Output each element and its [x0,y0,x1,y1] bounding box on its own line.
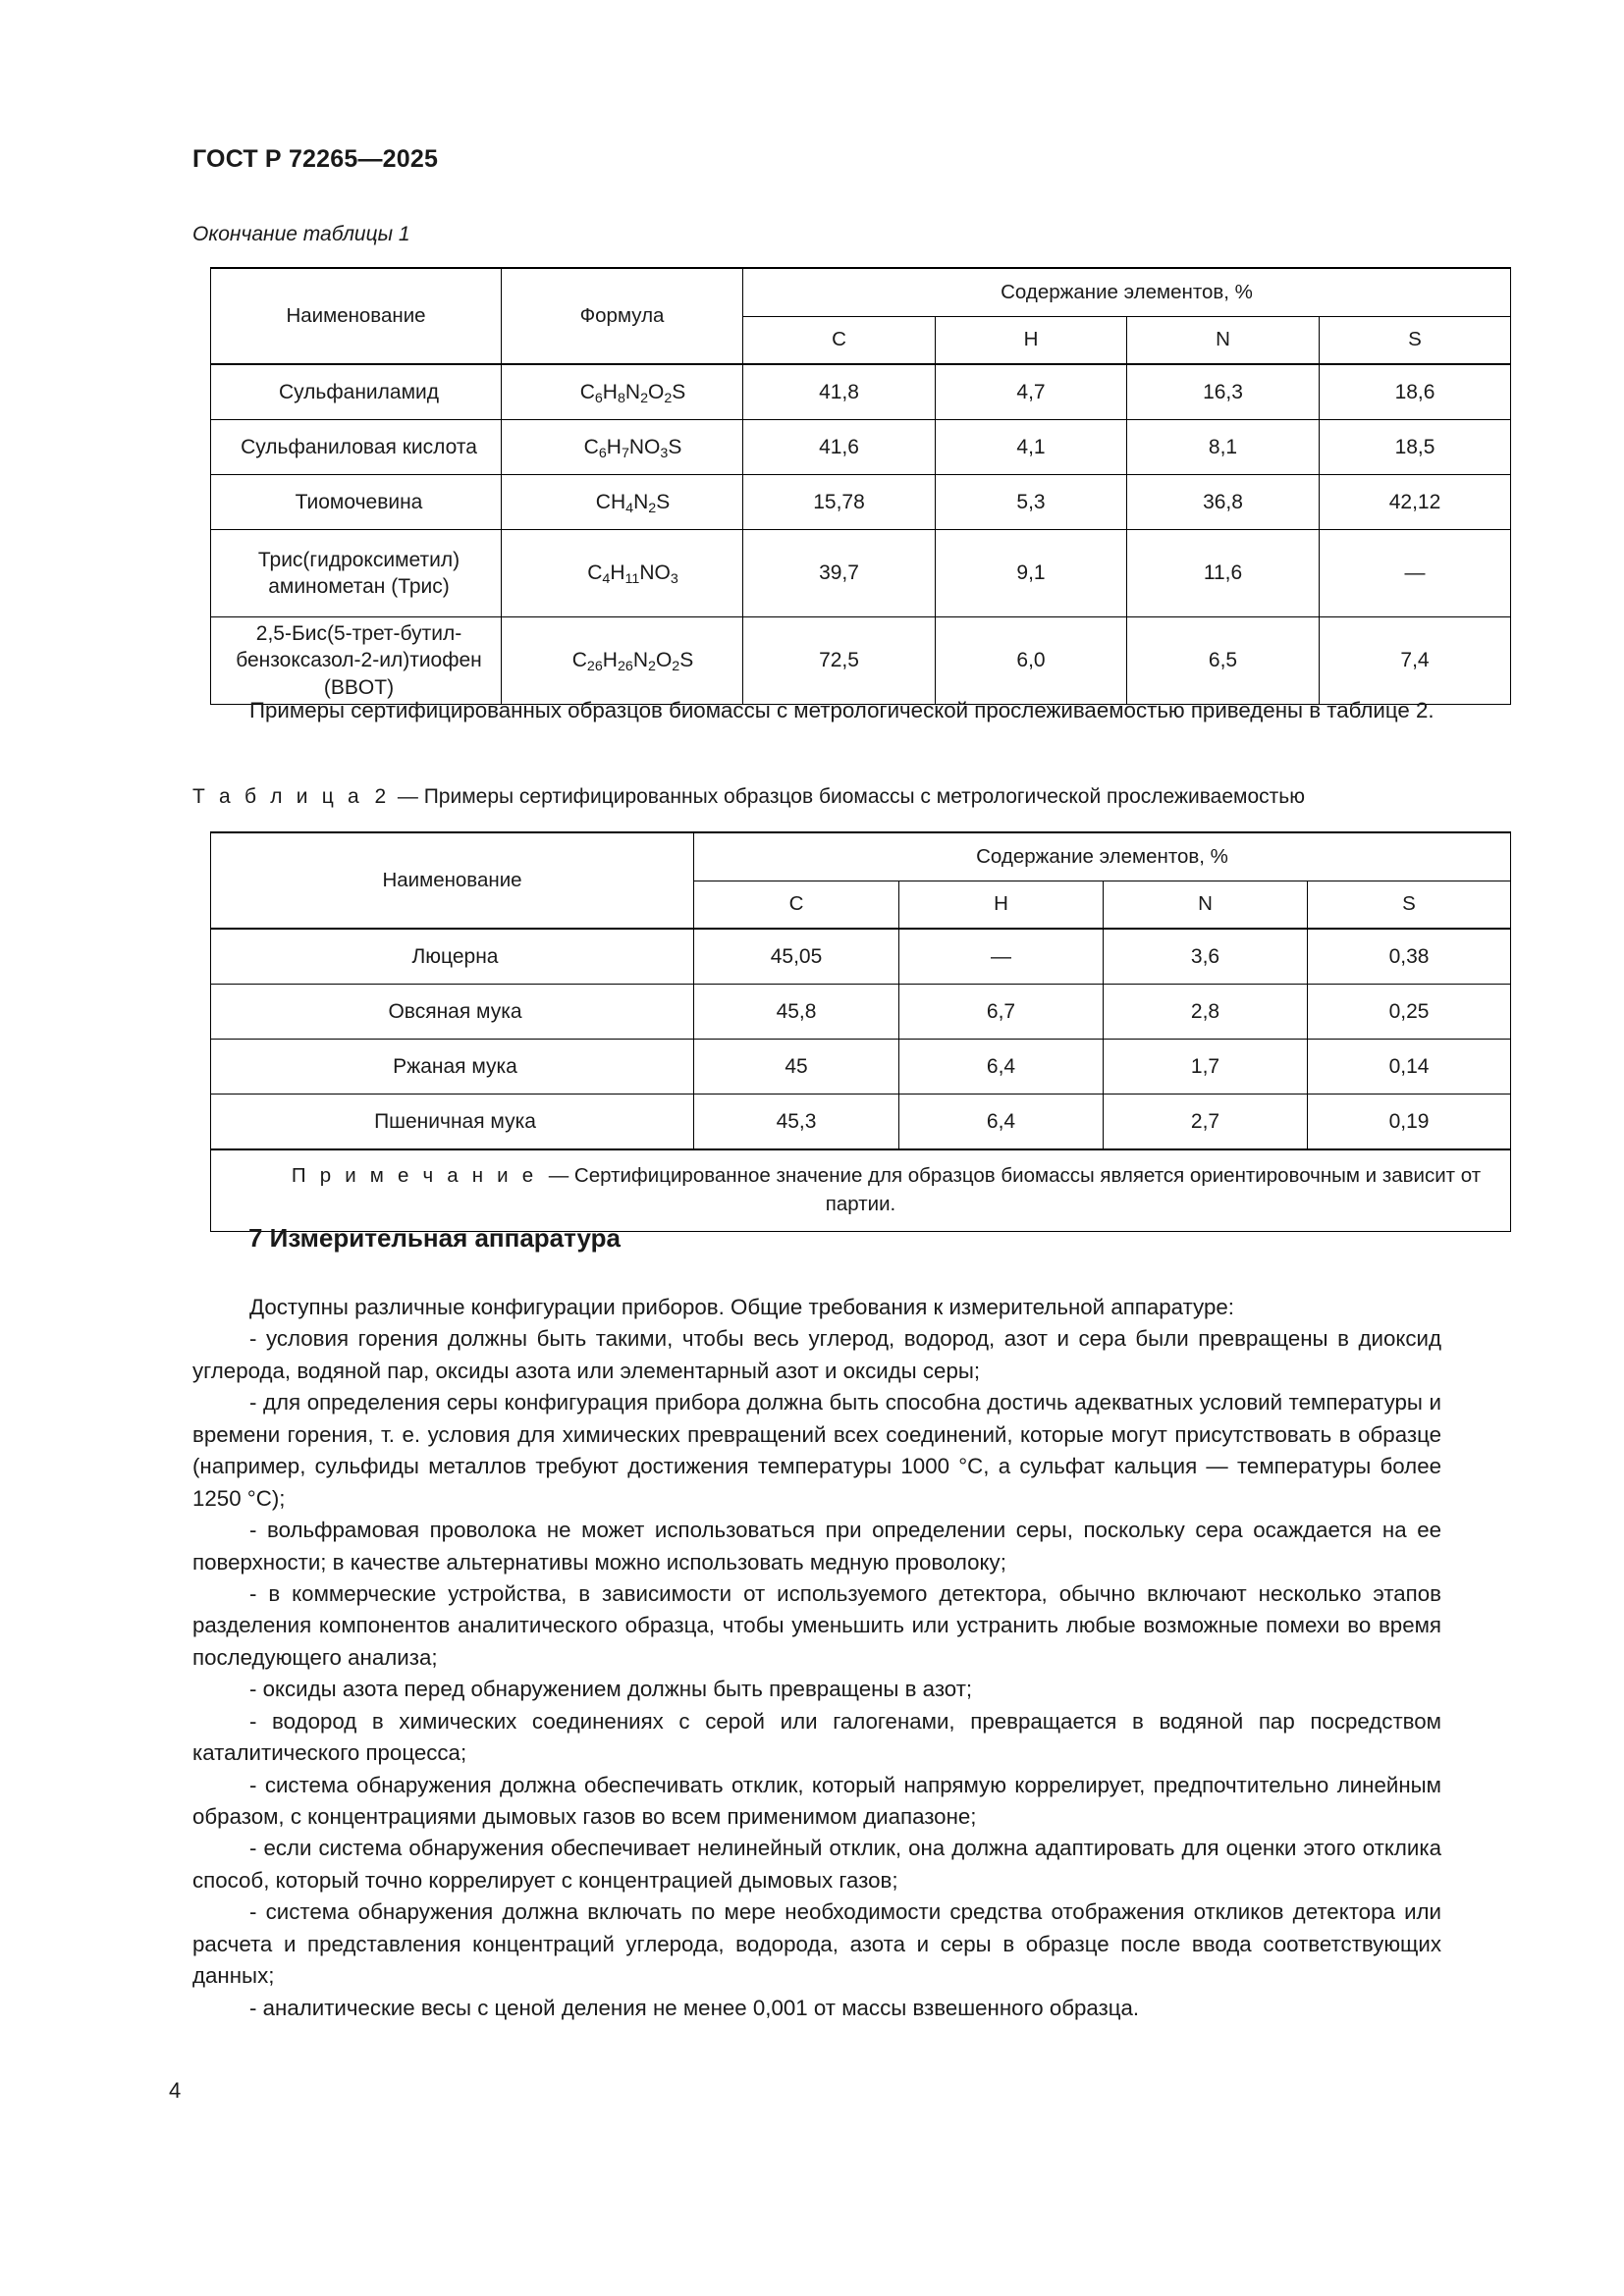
body-paragraph: - аналитические весы с ценой деления не менее 0,001 от массы взвешенного образца. [249,1995,1140,2020]
page-number: 4 [169,2078,182,2103]
table-row [211,530,1511,617]
cell-s: 18,6 [1320,364,1511,420]
cell-name: Тиомочевина [211,475,502,530]
body-paragraph: - в коммерческие устройства, в зависимости от используемого детектора, обычно включают несколько этапов разделения компонентов аналитического образца, чтобы уменьшить или устранить любые возможные помехи во время последующего анализа; [192,1580,1441,1670]
table2-caption [192,785,1305,809]
table-note-row [211,1149,1511,1232]
cell-c: 45,05 [694,929,899,985]
table-row [211,1095,1511,1150]
table-row [211,1040,1511,1095]
cell-c: 41,8 [743,364,936,420]
cell-s: 0,38 [1308,929,1511,985]
cell-formula: $C_6H_8N_2O_2S$ [502,364,743,420]
body-paragraph: - система обнаружения должна включать по мере необходимости средства отображения откликов детектора или расчета и представления концентраций углерода, водорода, азота и серы в образце после ввода соответствующих данных; [192,1899,1441,1989]
cell-formula: $CH_4N_2S$ [502,475,743,530]
cell-h: — [899,929,1104,985]
table1-caption: Окончание таблицы 1 [192,223,410,245]
table1-head [211,268,1511,364]
body-paragraph: - оксиды азота перед обнаружением должны быть превращены в азот; [249,1677,973,1702]
cell-n: 2,8 [1104,985,1308,1040]
body-paragraph: Доступны различные конфигурации приборов. Общие требования к измерительной аппаратуре: [249,1295,1234,1319]
cell-n: 1,7 [1104,1040,1308,1095]
cell-s: 0,14 [1308,1040,1511,1095]
document-header: ГОСТ Р 72265—2025 [192,145,439,173]
cell-h: 4,1 [936,420,1127,475]
intro-paragraph: Примеры сертифицированных образцов биомассы с метрологической прослеживаемостью приведены в таблице 2. [249,698,1435,722]
cell-c: 15,78 [743,475,936,530]
table-row [211,475,1511,530]
body-paragraph: - система обнаружения должна обеспечивать отклик, который напрямую коррелирует, предпочтительно линейным образом, с концентрациями дымовых газов во всем применимом диапазоне; [192,1772,1441,1829]
body-paragraph: - для определения серы конфигурация прибора должна быть способна достичь адекватных условий температуры и времени горения, т. е. условия для химических превращений всех соединений, которые могут присутствовать в образце (например, сульфиды металлов требуют достижения температуры 1000 °C, а сульфат кальция — температуры более 1250 °C); [192,1390,1441,1511]
cell-s: 7,4 [1320,617,1511,705]
cell-s: 42,12 [1320,475,1511,530]
table2-header-n: N [1104,881,1308,929]
cell-formula: $C_6H_7NO_3S$ [502,420,743,475]
section-body [192,1292,1441,2024]
cell-c: 39,7 [743,530,936,617]
body-paragraph: - водород в химических соединениях с серой или галогенами, превращается в водяной пар посредством каталитического процесса; [192,1708,1441,1766]
table1-header-c: C [743,316,936,364]
table2-caption-text: — Примеры сертифицированных образцов биомассы с метрологической прослеживаемостью [397,785,1305,808]
section-heading-7: 7 Измерительная аппаратура [248,1223,621,1253]
table2-caption-label: Т а б л и ц а [192,785,363,808]
cell-h: 5,3 [936,475,1127,530]
table-row [211,617,1511,705]
table-row [211,929,1511,985]
cell-name: Трис(гидроксиметил) аминометан (Трис) [211,530,502,617]
table2-note [211,1149,1511,1232]
cell-n: 2,7 [1104,1095,1308,1150]
table-elements-composition-2 [210,831,1511,1232]
body-paragraph: - если система обнаружения обеспечивает нелинейный отклик, она должна адаптировать для оценки этого отклика способ, который точно коррелирует с концентрацией дымовых газов; [192,1836,1441,1893]
cell-n: 36,8 [1127,475,1320,530]
body-paragraph: - вольфрамовая проволока не может использоваться при определении серы, поскольку сера осаждается на ее поверхности; в качестве альтернативы можно использовать медную проволоку; [192,1518,1441,1575]
table2-note-text: — Сертифицированное значение для образцов биомассы является ориентировочным и зависит от партии. [548,1164,1482,1216]
cell-name: Ржаная мука [211,1040,694,1095]
cell-s: — [1320,530,1511,617]
table1-header-n: N [1127,316,1320,364]
cell-formula: $C_{26}H_{26}N_2O_2S$ [502,617,743,705]
cell-name: 2,5-Бис(5-трет-бутил- бензоксазол-2-ил)тиофен (BBOT) [211,617,502,705]
table2-header-name: Наименование [211,832,694,929]
table2-header-s: S [1308,881,1511,929]
cell-h: 6,0 [936,617,1127,705]
cell-c: 41,6 [743,420,936,475]
cell-c: 45,3 [694,1095,899,1150]
table1-header-h: H [936,316,1127,364]
cell-h: 9,1 [936,530,1127,617]
cell-h: 6,4 [899,1040,1104,1095]
table1-header-group: Содержание элементов, % [743,268,1511,316]
cell-n: 16,3 [1127,364,1320,420]
table1-header-s: S [1320,316,1511,364]
table-row [211,420,1511,475]
cell-s: 0,19 [1308,1095,1511,1150]
table2-header-h: H [899,881,1104,929]
cell-n: 11,6 [1127,530,1320,617]
body-paragraph: - условия горения должны быть такими, чтобы весь углерод, водород, азот и сера были превращены в диоксид углерода, водяной пар, оксиды азота или элементарный азот и оксиды серы; [192,1326,1441,1383]
table2-note-label: П р и м е ч а н и е [291,1164,538,1187]
table-elements-composition-1 [210,267,1511,705]
table2-header-group: Содержание элементов, % [694,832,1511,881]
intro-paragraph-block [192,695,1441,726]
cell-name: Пшеничная мука [211,1095,694,1150]
table-row [211,985,1511,1040]
cell-s: 18,5 [1320,420,1511,475]
cell-name: Сульфаниламид [211,364,502,420]
table-header-row [211,268,1511,316]
cell-h: 4,7 [936,364,1127,420]
cell-n: 8,1 [1127,420,1320,475]
cell-c: 45 [694,1040,899,1095]
table2-caption-number: 2 [374,785,387,808]
table1-header-formula: Формула [502,268,743,364]
cell-name: Люцерна [211,929,694,985]
cell-n: 3,6 [1104,929,1308,985]
table2-header-c: C [694,881,899,929]
table2-body [211,929,1511,1232]
cell-c: 45,8 [694,985,899,1040]
table-header-row [211,832,1511,881]
table1-header-name: Наименование [211,268,502,364]
cell-s: 0,25 [1308,985,1511,1040]
cell-n: 6,5 [1127,617,1320,705]
cell-name: Сульфаниловая кислота [211,420,502,475]
cell-h: 6,7 [899,985,1104,1040]
cell-formula: $C_4H_{11}NO_3$ [502,530,743,617]
cell-h: 6,4 [899,1095,1104,1150]
table2-head [211,832,1511,929]
table-row [211,364,1511,420]
cell-name: Овсяная мука [211,985,694,1040]
table1-body [211,364,1511,705]
cell-c: 72,5 [743,617,936,705]
